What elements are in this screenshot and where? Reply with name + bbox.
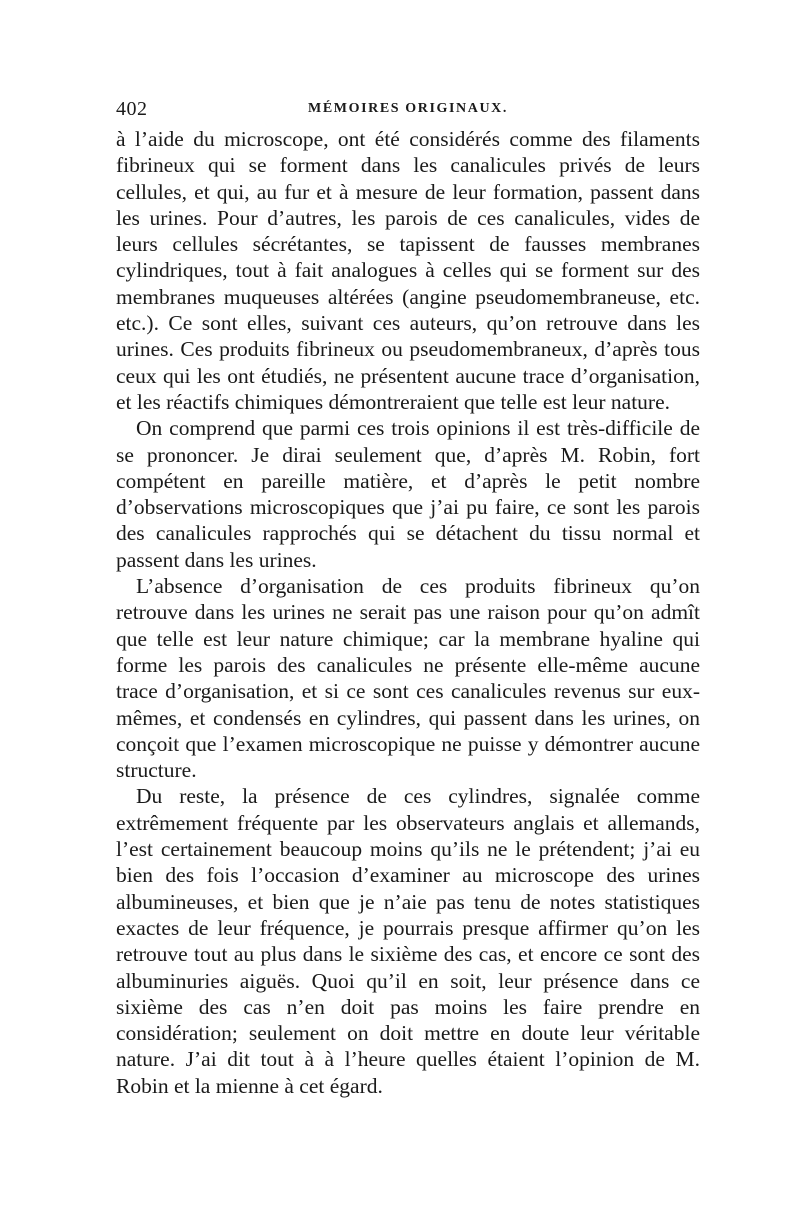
paragraph-continuation: à l’aide du microscope, ont été considérés comme des filaments fibrineux qui se forment dans les canalicules privés de leurs cellules, et qui, au fur et à mesure de leur formation, passent dans les urines. Pour d’autres, les parois de ces canalicules, vides de leurs cellules sécrétantes, se tapissent de fausses membranes cylindriques, tout à fait analogues à celles qui se forment sur des membranes muqueuses altérées (angine pseudomembraneuse, etc. etc.). Ce sont elles, suivant ces auteurs, qu’on retrouve dans les urines. Ces produits fibrineux ou pseudomembraneux, d’après tous ceux qui les ont étudiés, ne présentent aucune trace d’organisation, et les réactifs chimiques démontreraient que telle est leur nature. <box>116 127 700 414</box>
body-text <box>116 126 700 1099</box>
paragraph: Du reste, la présence de ces cylindres, signalée comme extrêmement fréquente par les observateurs anglais et allemands, l’est certainement beaucoup moins qu’ils ne le prétendent; j’ai eu bien des fois l’occasion d’examiner au microscope des urines albumineuses, et bien que je n’aie pas tenu de notes statistiques exactes de leur fréquence, je pourrais presque affirmer qu’on les retrouve tout au plus dans le sixième des cas, et encore ce sont des albuminuries aiguës. Quoi qu’il en soit, leur présence dans ce sixième des cas n’en doit pas moins les faire prendre en considération; seulement on doit mettre en doute leur véritable nature. J’ai dit tout à à l’heure quelles étaient l’opinion de M. Robin et la mienne à cet égard. <box>116 784 700 1098</box>
book-page <box>116 96 700 1099</box>
page-number: 402 <box>116 98 148 120</box>
running-head: MÉMOIRES ORIGINAUX. <box>308 101 508 116</box>
page-header <box>116 96 700 122</box>
paragraph: L’absence d’organisation de ces produits fibrineux qu’on retrouve dans les urines ne serait pas une raison pour qu’on admît que telle est leur nature chimique; car la membrane hyaline qui forme les parois des canalicules ne présente elle-même aucune trace d’organisation, et si ce sont ces canalicules revenus sur eux-mêmes, et condensés en cylindres, qui passent dans les urines, on conçoit que l’examen microscopique ne puisse y démontrer aucune structure. <box>116 574 700 783</box>
paragraph: On comprend que parmi ces trois opinions il est très-difficile de se prononcer. Je dirai seulement que, d’après M. Robin, fort compétent en pareille matière, et d’après le petit nombre d’observations microscopiques que j’ai pu faire, ce sont les parois des canalicules rapprochés qui se détachent du tissu normal et passent dans les urines. <box>116 416 700 572</box>
